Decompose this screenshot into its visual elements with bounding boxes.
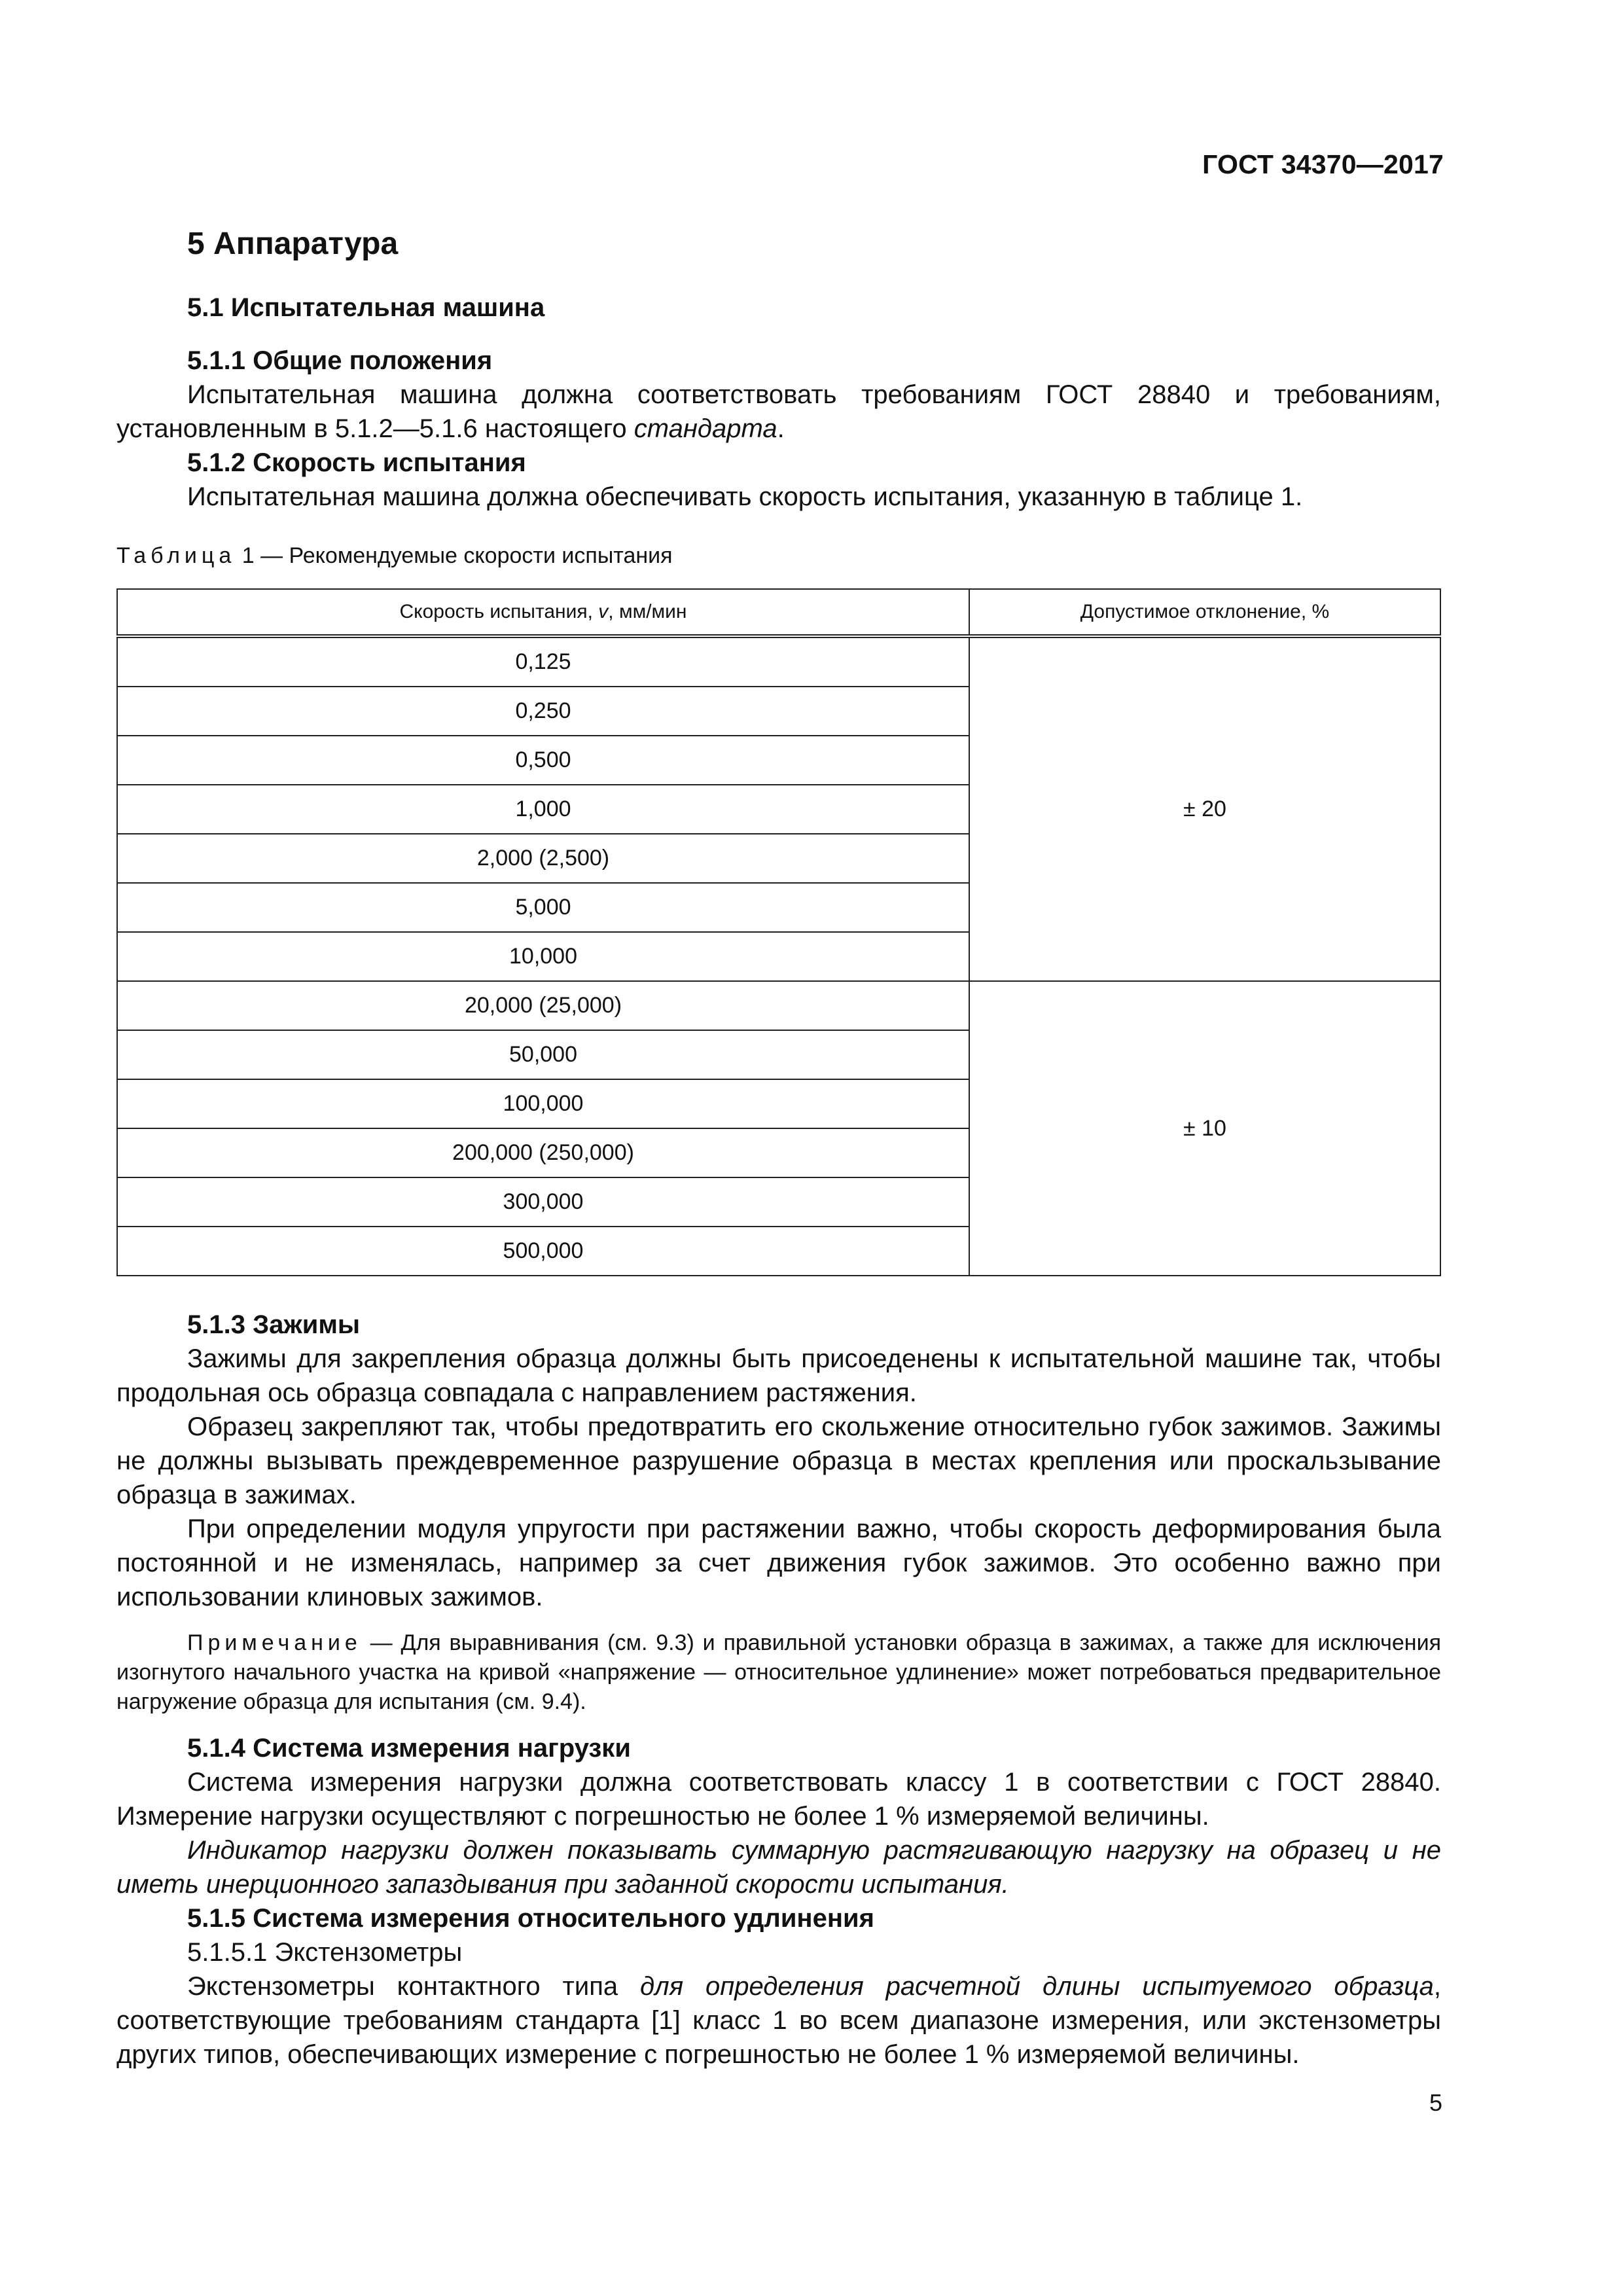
table-caption-label: Таблица [116, 543, 236, 568]
header-tolerance: Допустимое отклонение, % [969, 589, 1440, 636]
standard-designation: ГОСТ 34370—2017 [1202, 149, 1444, 179]
table-caption-title: 1 — Рекомендуемые скорости испытания [236, 543, 673, 568]
clause-5-1-1-title: 5.1.1 Общие положения [187, 346, 493, 375]
clause-5-1-4-p2: Индикатор нагрузки должен показывать суммарную растягивающую нагрузку на образец и не иметь инерционного запаздывания при заданной скорости испытания. [116, 1836, 1441, 1899]
speed-cell: 1,000 [117, 785, 969, 834]
clause-5-1-3-title: 5.1.3 Зажимы [187, 1310, 361, 1339]
clause-5-1-1-text [116, 378, 1441, 446]
header-speed-pre: Скорость испытания, [399, 601, 599, 622]
header-speed [117, 589, 969, 636]
speed-cell: 5,000 [117, 883, 969, 932]
clause-5-1-3-note [116, 1628, 1441, 1717]
speed-cell: 100,000 [117, 1079, 969, 1128]
table-header-row [117, 589, 1440, 636]
note-label: Примечание [187, 1630, 362, 1655]
subsection-5-1-title: 5.1 Испытательная машина [187, 293, 545, 322]
speed-cell: 200,000 (250,000) [117, 1128, 969, 1177]
clause-5-1-4-p1: Система измерения нагрузки должна соответствовать классу 1 в соответствии с ГОСТ 28840. Измерение нагрузки осуществляют с погрешностью не более 1 % измеряемой величины. [116, 1768, 1441, 1831]
speed-cell: 0,125 [117, 636, 969, 687]
clause-5-1-3-p2: Образец закрепляют так, чтобы предотвратить его скольжение относительно губок зажимов. Зажимы не должны вызывать преждевременное разрушение образца в местах крепления или проскальзывание образца в зажимах. [116, 1412, 1441, 1509]
section-title: 5 Аппаратура [187, 226, 399, 261]
clause-5-1-5-1-text-italic: для определения расчетной длины испытуемого образца [640, 1972, 1434, 2001]
tolerance-cell: ± 20 [969, 636, 1440, 981]
clause-5-1-3-p3: При определении модуля упругости при растяжении важно, чтобы скорость деформирования была постоянной и не изменялась, например за счет движения губок зажимов. Это особенно важно при использовании клиновых зажимов. [116, 1515, 1441, 1611]
table-1-caption [116, 541, 1441, 570]
speed-cell: 300,000 [117, 1177, 969, 1227]
speed-cell: 10,000 [117, 932, 969, 981]
speed-cell: 0,250 [117, 687, 969, 736]
clause-5-1-5-1-title: 5.1.5.1 Экстензометры [187, 1938, 463, 1967]
header-speed-post: , мм/мин [608, 601, 687, 622]
speed-cell: 500,000 [117, 1227, 969, 1276]
speed-cell: 20,000 (25,000) [117, 981, 969, 1030]
clause-5-1-2-title: 5.1.2 Скорость испытания [187, 448, 526, 477]
table-row [117, 636, 1440, 687]
clause-5-1-1-text-italic: стандарта [633, 414, 777, 443]
clause-5-1-5-1-text-end: , соответствующие требованиям стандарта [1] класс 1 во всем диапазоне измерения, или экстензометры других типов, обеспечивающих измерение с погрешностью не более 1 % измеряемой величины. [116, 1972, 1441, 2069]
clause-5-1-1-text-end: . [777, 414, 785, 443]
clause-5-1-5-1-text-start: Экстензометры контактного типа [187, 1972, 641, 2001]
header-speed-var: v [598, 601, 609, 622]
clause-5-1-3-p1: Зажимы для закрепления образца должны быть присоеденены к испытательной машине так, чтобы продольная ось образца совпадала с направлением растяжения. [116, 1344, 1441, 1407]
tolerance-cell: ± 10 [969, 981, 1440, 1276]
speed-cell: 50,000 [117, 1030, 969, 1079]
note-text: — Для выравнивания (см. 9.3) и правильной установки образца в зажимах, а также для исключения изогнутого начального участка на кривой «напряжение — относительное удлинение» может потребоваться предварительное нагружение образца для испытания (см. 9.4). [116, 1630, 1441, 1714]
clause-5-1-4-title: 5.1.4 Система измерения нагрузки [187, 1734, 631, 1763]
table-row [117, 981, 1440, 1030]
page-content [116, 226, 1441, 2072]
page-number: 5 [1429, 2089, 1442, 2116]
speed-cell: 0,500 [117, 736, 969, 785]
speed-cell: 2,000 (2,500) [117, 834, 969, 883]
clause-5-1-5-1-text [116, 1969, 1441, 2072]
clause-5-1-2-text: Испытательная машина должна обеспечивать скорость испытания, указанную в таблице 1. [187, 482, 1303, 511]
table-1 [116, 588, 1441, 1276]
clause-5-1-5-title: 5.1.5 Система измерения относительного удлинения [187, 1904, 874, 1933]
clause-5-1-1-text-main: Испытательная машина должна соответствовать требованиям ГОСТ 28840 и требованиям, установленным в 5.1.2—5.1.6 настоящего [116, 380, 1441, 443]
